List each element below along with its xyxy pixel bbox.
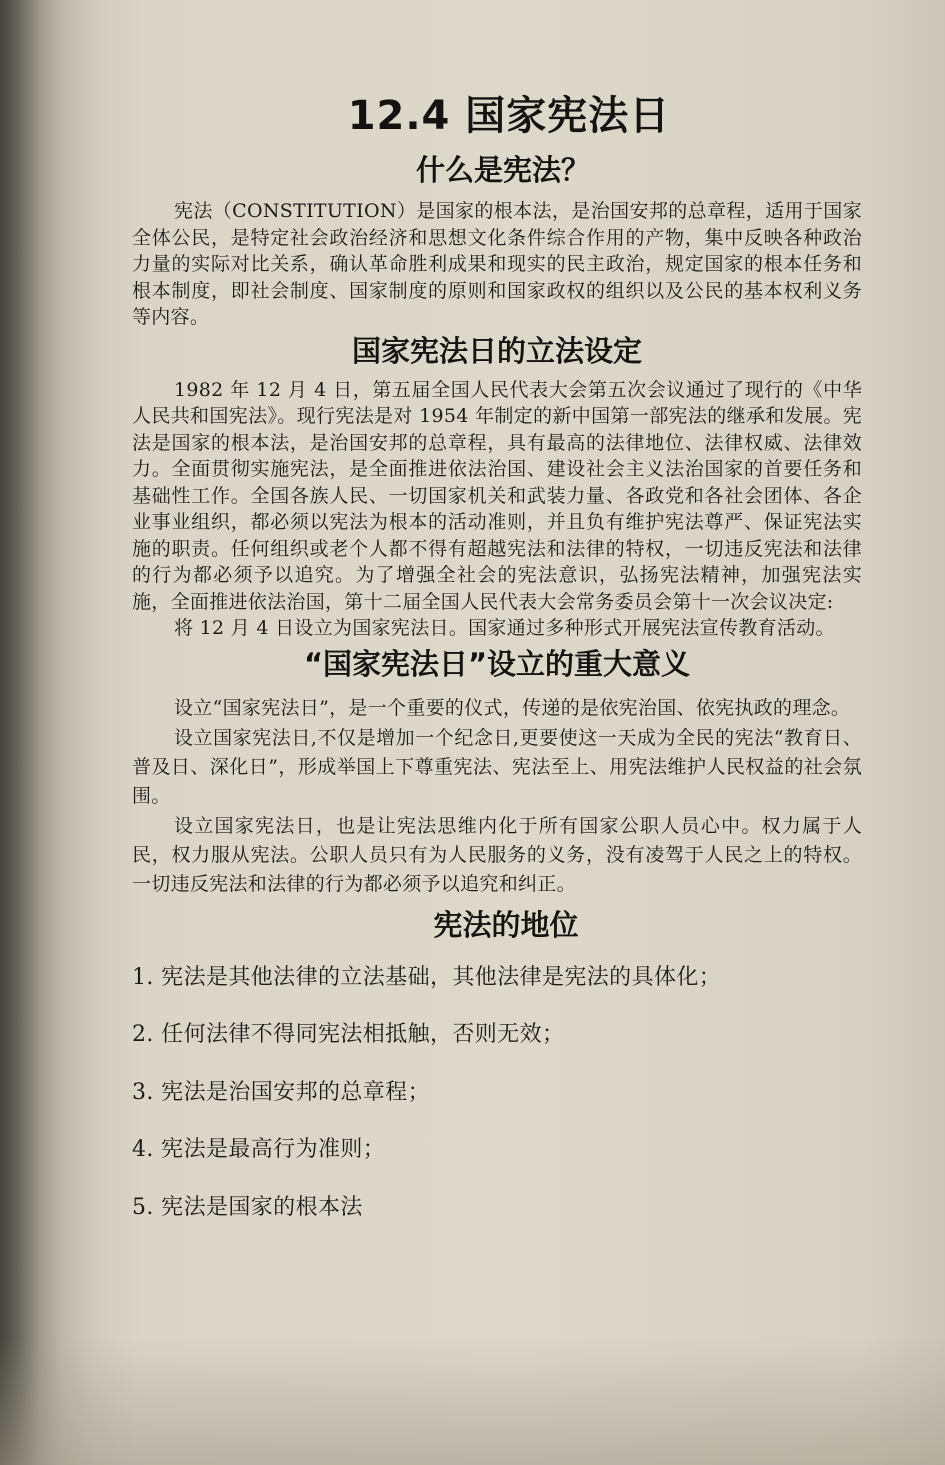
paragraph-definition: 宪法（CONSTITUTION）是国家的根本法，是治国安邦的总章程，适用于国家全体公民，是特定社会政治经济和思想文化条件综合作用的产物，集中反映各种政治力量的实际对比关系，确认革命胜利成果和现实的民主政治，规定国家的根本任务和根本制度，即社会制度、国家制度的原则和国家政权的组织以及公民的基本权利义务等内容。 [132, 200, 862, 328]
paragraph-significance-education: 设立国家宪法日,不仅是增加一个纪念日,更要使这一天成为全民的宪法“教育日、普及日、深化日”，形成举国上下尊重宪法、宪法至上、用宪法维护人民权益的社会氛围。 [132, 726, 862, 807]
section-what-is-constitution [132, 198, 862, 331]
paragraph-significance-officials: 设立国家宪法日，也是让宪法思维内化于所有国家公职人员心中。权力属于人民，权力服从宪法。公职人员只有为人民服务的义务，没有凌驾于人民之上的特权。一切违反宪法和法律的行为都必须予以追究和纠正。 [132, 814, 862, 895]
heading-legislation: 国家宪法日的立法设定 [351, 333, 642, 368]
paragraph-legislation-decision: 将 12 月 4 日设立为国家宪法日。国家通过多种形式开展宪法宣传教育活动。 [174, 617, 835, 639]
list-item: 3. 宪法是治国安邦的总章程； [132, 1079, 430, 1105]
list-item: 2. 任何法律不得同宪法相抵触，否则无效； [132, 1022, 565, 1047]
paragraph-legislation-history: 1982 年 12 月 4 日，第五届全国人民代表大会第五次会议通过了现行的《中华人民共和国宪法》。现行宪法是对 1954 年制定的新中国第一部宪法的继承和发展。宪法是国家的根本法，是治国安邦的总章程，具有最高的法律地位、法律权威、法律效力。全面贯彻实施宪法，是全面推进依法治国、建设社会主义法治国家的首要任务和基础性工作。全国各族人民、一切国家机关和武装力量、各政党和各社会团体、各企业事业组织，都必须以宪法为根本的活动准则，并且负有维护宪法尊严、保证宪法实施的职责。任何组织或老个人都不得有超越宪法和法律的特权，一切违反宪法和法律的行为都必须予以追究。为了增强全社会的宪法意识，弘扬宪法精神，加强宪法实施，全面推进依法治国，第十二届全国人民代表大会常务委员会第十一次会议决定: [132, 378, 862, 613]
paragraph-significance-ritual: 设立“国家宪法日”，是一个重要的仪式，传递的是依宪治国、依宪执政的理念。 [174, 696, 851, 719]
section-legislation [132, 377, 862, 642]
page-title: 12.4 国家宪法日 [347, 93, 671, 139]
section-significance [132, 694, 862, 899]
page-edge-shadow [0, 0, 40, 1465]
heading-what-is-constitution: 什么是宪法？ [415, 153, 590, 187]
list-item: 1. 宪法是其他法律的立法基础，其他法律是宪法的具体化； [132, 964, 722, 990]
list-item: 4. 宪法是最高行为准则； [132, 1137, 386, 1162]
heading-constitution-status: 宪法的地位 [433, 907, 579, 942]
document-page [132, 88, 862, 1250]
status-list [132, 963, 862, 1251]
heading-significance: “国家宪法日”设立的重大意义 [303, 646, 691, 681]
paper-bottom-shade [0, 1335, 945, 1465]
list-item: 5. 宪法是国家的根本法 [132, 1194, 363, 1220]
